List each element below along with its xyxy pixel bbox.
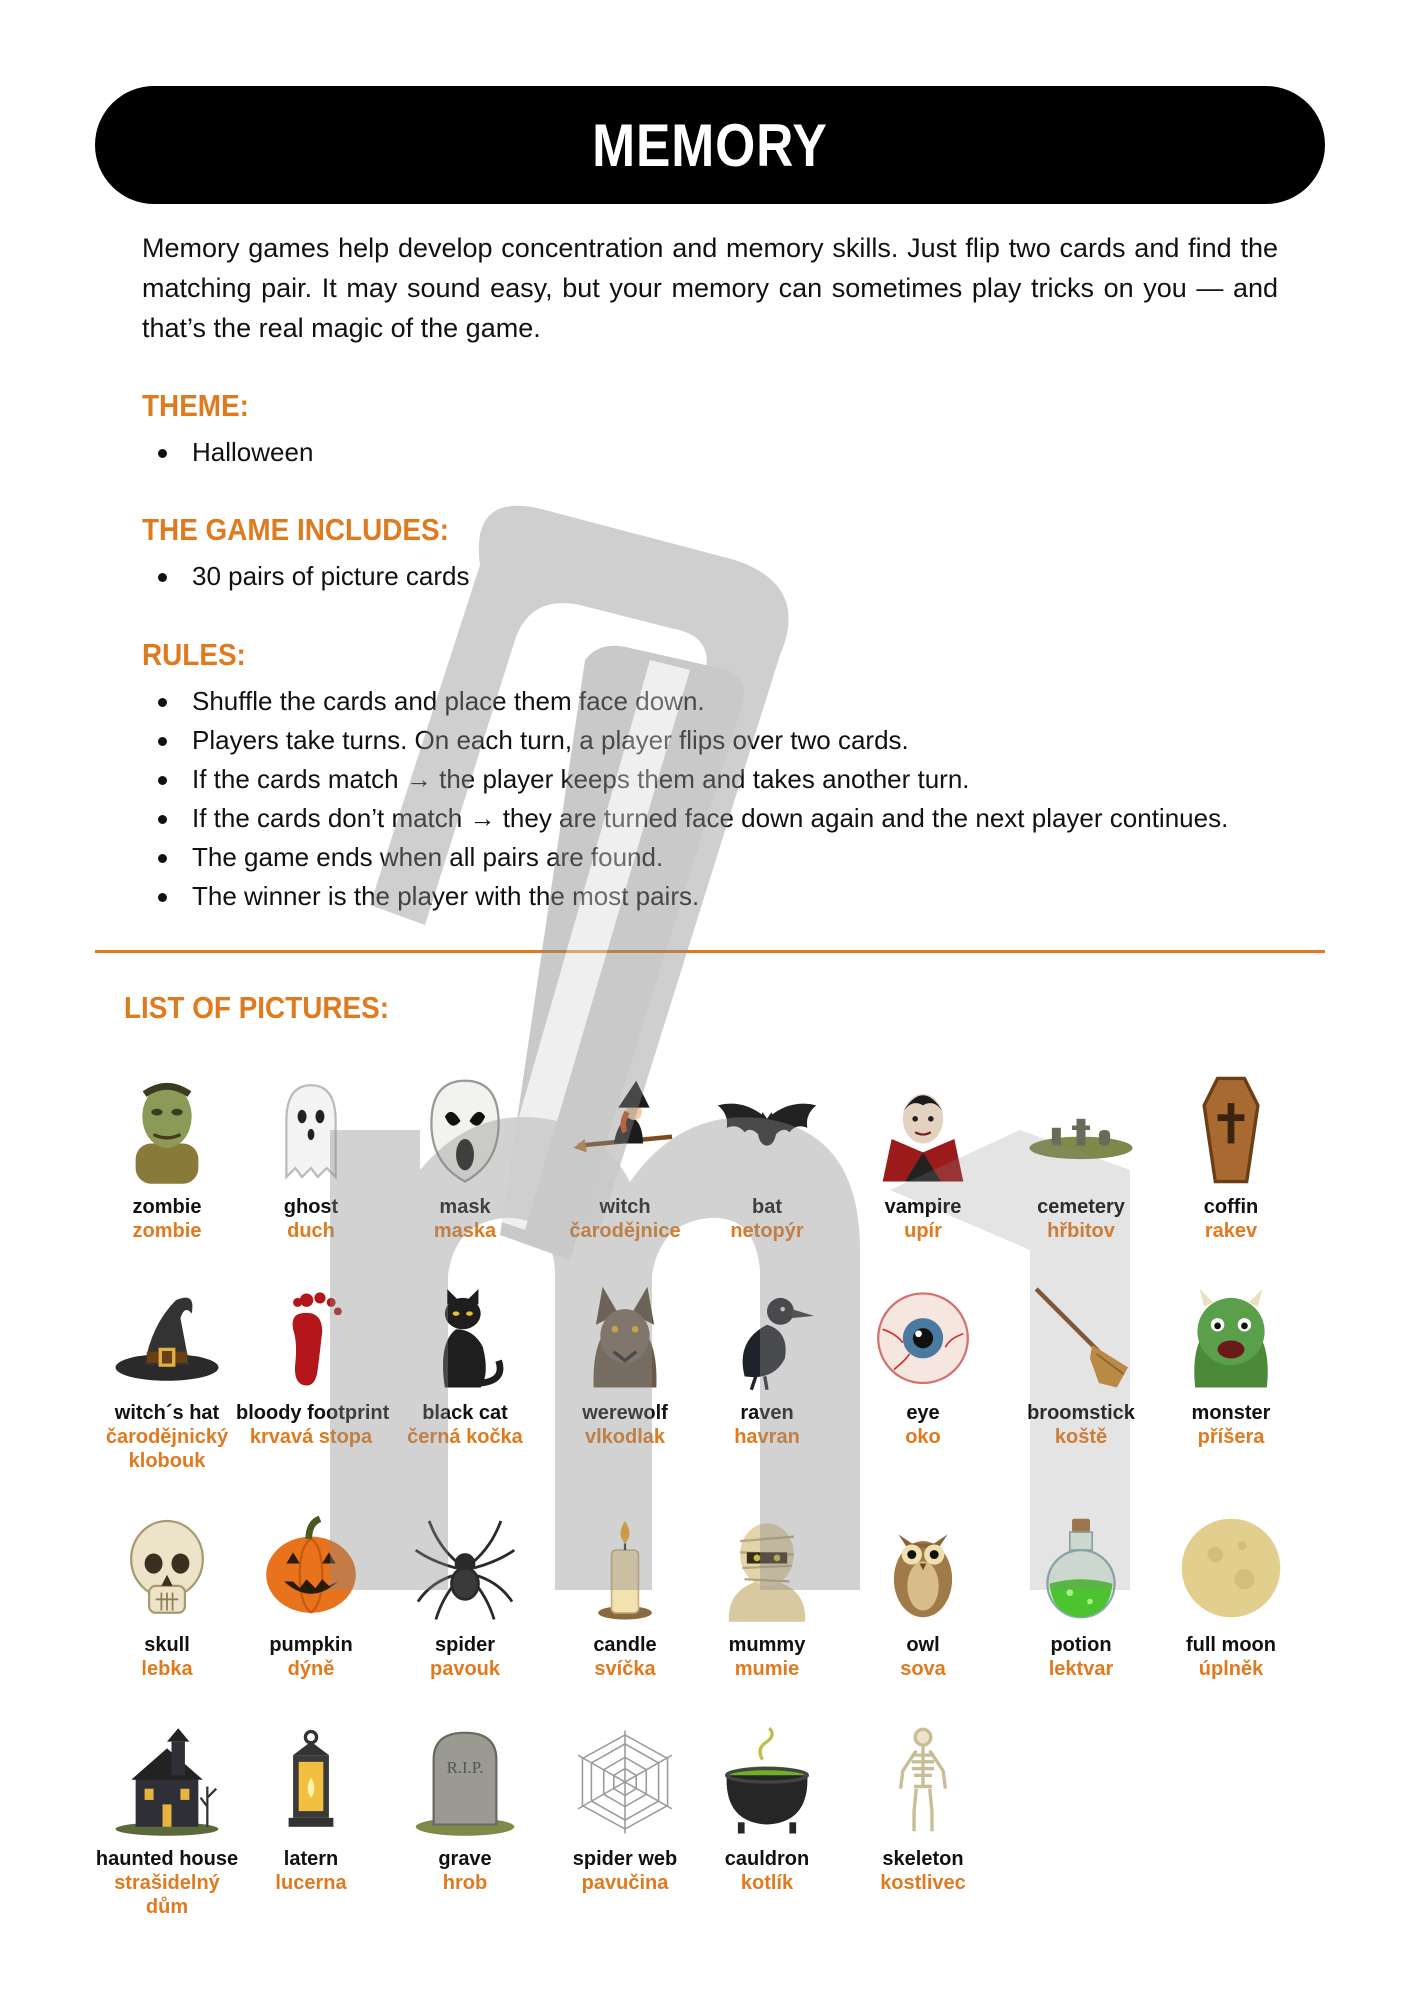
picture-card <box>848 1070 998 1243</box>
card-label-en: pumpkin <box>269 1634 353 1656</box>
card-label-cz: krvavá stopa <box>249 1426 373 1448</box>
list-item: The game ends when all pairs are found. <box>142 838 1228 877</box>
card-label-cz: duch <box>287 1220 335 1242</box>
picture-card <box>236 1276 390 1449</box>
list-item: Players take turns. On each turn, a player flips over two cards. <box>142 721 1228 760</box>
bat-icon <box>707 1070 827 1190</box>
card-label-en: black cat <box>422 1402 508 1424</box>
picture-card <box>848 1722 998 1895</box>
picture-card <box>848 1508 998 1681</box>
card-label-en: vampire <box>884 1196 962 1218</box>
card-label-cz: hřbitov <box>1047 1220 1115 1242</box>
card-label-en: broomstick <box>1027 1402 1135 1424</box>
page-title: MEMORY <box>592 111 828 179</box>
card-label-cz: koště <box>1054 1426 1108 1448</box>
card-label-cz: hrob <box>442 1872 488 1894</box>
picture-card <box>236 1508 386 1681</box>
card-label-en: skull <box>144 1634 190 1656</box>
candle-icon <box>565 1508 685 1628</box>
cauldron-icon <box>707 1722 827 1842</box>
picture-card <box>92 1508 242 1681</box>
card-label-cz: příšera <box>1197 1426 1265 1448</box>
picture-card <box>550 1508 700 1681</box>
pumpkin-icon <box>251 1508 371 1628</box>
picture-card <box>92 1070 242 1243</box>
card-label-cz: úplněk <box>1198 1658 1264 1680</box>
spider-web-icon <box>565 1722 685 1842</box>
card-label-en: werewolf <box>582 1402 668 1424</box>
card-label-en: zombie <box>132 1196 202 1218</box>
potion-icon <box>1021 1508 1141 1628</box>
skeleton-icon <box>863 1722 983 1842</box>
rules-heading: RULES: <box>142 637 246 672</box>
picture-card <box>92 1276 242 1473</box>
card-label-en: bloody footprint <box>236 1402 390 1424</box>
card-label-cz: čarodějnice <box>569 1220 681 1242</box>
card-label-cz: netopýr <box>730 1220 804 1242</box>
card-label-cz: kotlík <box>740 1872 794 1894</box>
coffin-icon <box>1171 1070 1291 1190</box>
picture-card <box>390 1722 540 1895</box>
monster-icon <box>1171 1276 1291 1396</box>
card-label-en: mask <box>439 1196 491 1218</box>
card-label-cz: lebka <box>141 1658 193 1680</box>
card-label-en: grave <box>438 1848 492 1870</box>
card-label-en: spider web <box>572 1848 678 1870</box>
card-label-en: raven <box>740 1402 794 1424</box>
picture-card <box>390 1508 540 1681</box>
card-label-cz: kostlivec <box>880 1872 966 1894</box>
broomstick-icon <box>1021 1276 1141 1396</box>
vampire-icon <box>863 1070 983 1190</box>
card-label-en: bat <box>752 1196 782 1218</box>
bloody-footprint-icon <box>251 1276 371 1396</box>
picture-card <box>1006 1276 1156 1449</box>
picture-card <box>236 1070 386 1243</box>
owl-icon <box>863 1508 983 1628</box>
card-label-en: mummy <box>728 1634 806 1656</box>
mummy-icon <box>707 1508 827 1628</box>
card-label-cz: lektvar <box>1048 1658 1114 1680</box>
raven-icon <box>707 1276 827 1396</box>
rules-list <box>142 682 1228 916</box>
card-label-cz: svíčka <box>594 1658 656 1680</box>
pictures-heading: LIST OF PICTURES: <box>124 990 390 1025</box>
card-label-cz: lucerna <box>275 1872 347 1894</box>
card-label-cz: maska <box>433 1220 497 1242</box>
picture-card <box>550 1722 700 1895</box>
witch-icon <box>565 1070 685 1190</box>
card-label-en: spider <box>434 1634 496 1656</box>
grave-icon <box>405 1722 525 1842</box>
picture-card <box>1156 1070 1306 1243</box>
card-label-cz: černá kočka <box>407 1426 523 1448</box>
picture-card <box>92 1722 242 1919</box>
black-cat-icon <box>405 1276 525 1396</box>
card-label-en: potion <box>1050 1634 1112 1656</box>
card-label-en: monster <box>1191 1402 1271 1424</box>
card-label-cz: vlkodlak <box>584 1426 666 1448</box>
picture-card <box>236 1722 386 1895</box>
card-label-cz: oko <box>905 1426 941 1448</box>
card-label-en: cauldron <box>724 1848 810 1870</box>
card-label-cz: pavučina <box>581 1872 669 1894</box>
werewolf-icon <box>565 1276 685 1396</box>
card-label-en: skeleton <box>882 1848 964 1870</box>
card-label-cz: zombie <box>132 1220 202 1242</box>
card-label-en: full moon <box>1186 1634 1276 1656</box>
card-label-en: latern <box>283 1848 339 1870</box>
includes-list <box>142 557 469 596</box>
lantern-icon <box>251 1722 371 1842</box>
card-label-en: witch´s hat <box>114 1402 220 1424</box>
card-label-cz: upír <box>904 1220 942 1242</box>
picture-card <box>848 1276 998 1449</box>
card-label-en: cemetery <box>1037 1196 1125 1218</box>
card-label-en: coffin <box>1203 1196 1259 1218</box>
card-label-en: ghost <box>283 1196 339 1218</box>
zombie-icon <box>107 1070 227 1190</box>
cemetery-icon <box>1021 1070 1141 1190</box>
theme-list <box>142 433 313 472</box>
picture-card <box>390 1276 540 1449</box>
theme-heading: THEME: <box>142 388 249 423</box>
card-label-cz: dýně <box>287 1658 335 1680</box>
card-label-en: haunted house <box>95 1848 239 1870</box>
list-item: Halloween <box>142 433 313 472</box>
card-label-en: candle <box>593 1634 657 1656</box>
picture-card <box>1156 1276 1306 1449</box>
picture-card <box>550 1070 700 1243</box>
card-label-cz: sova <box>900 1658 946 1680</box>
card-label-cz: havran <box>734 1426 800 1448</box>
list-item: Shuffle the cards and place them face down. <box>142 682 1228 721</box>
card-label-cz: mumie <box>734 1658 800 1680</box>
picture-card <box>1006 1508 1156 1681</box>
picture-card <box>692 1070 842 1243</box>
picture-card <box>1006 1070 1156 1243</box>
card-label-en: eye <box>906 1402 940 1424</box>
witch-hat-icon <box>107 1276 227 1396</box>
picture-card <box>692 1508 842 1681</box>
card-label-cz: pavouk <box>429 1658 501 1680</box>
card-label-cz: čarodějnický klobouk <box>105 1426 229 1472</box>
picture-card <box>390 1070 540 1243</box>
picture-card <box>1156 1508 1306 1681</box>
picture-card <box>692 1722 842 1895</box>
picture-card <box>550 1276 700 1449</box>
section-divider <box>95 950 1325 953</box>
card-label-en: owl <box>906 1634 940 1656</box>
eye-icon <box>863 1276 983 1396</box>
includes-heading: THE GAME INCLUDES: <box>142 512 449 547</box>
grave-stone-text: R.I.P. <box>446 1758 484 1778</box>
skull-icon <box>107 1508 227 1628</box>
list-item: The winner is the player with the most pairs. <box>142 877 1228 916</box>
ghost-icon <box>251 1070 371 1190</box>
full-moon-icon <box>1171 1508 1291 1628</box>
title-banner <box>95 86 1325 204</box>
card-label-cz: strašidelný dům <box>114 1872 220 1918</box>
mask-icon <box>405 1070 525 1190</box>
picture-card <box>692 1276 842 1449</box>
haunted-house-icon <box>107 1722 227 1842</box>
list-item: 30 pairs of picture cards <box>142 557 469 596</box>
spider-icon <box>405 1508 525 1628</box>
card-label-cz: rakev <box>1204 1220 1258 1242</box>
intro-paragraph: Memory games help develop concentration and memory skills. Just flip two cards and find the matching pair. It may sound easy, but your memory can sometimes play tricks on you — and that’s the real magic of the game. <box>142 233 1278 343</box>
list-item: If the cards don’t match → they are turned face down again and the next player continues. <box>142 799 1228 838</box>
list-item: If the cards match → the player keeps them and takes another turn. <box>142 760 1228 799</box>
card-label-en: witch <box>599 1196 651 1218</box>
